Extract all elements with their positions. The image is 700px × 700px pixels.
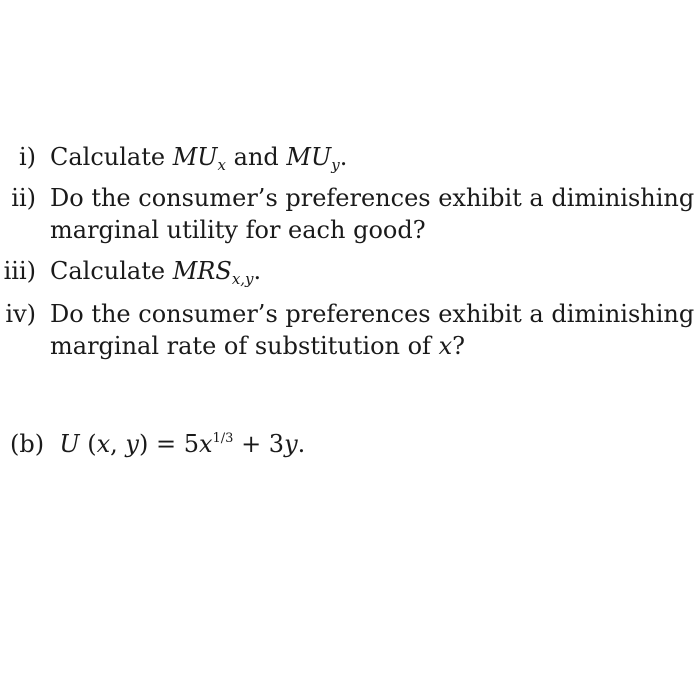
question-text <box>50 298 695 362</box>
question-text <box>50 182 695 246</box>
question-text: Calculate $MRS_{x,y}$. <box>50 257 262 288</box>
question-line: marginal utility for each good? <box>50 216 426 244</box>
part-b <box>10 428 305 460</box>
question-line: Do the consumer’s preferences exhibit a diminishing <box>50 184 695 212</box>
part-b-label: (b) <box>10 430 45 458</box>
question-number: iv) <box>5 300 36 328</box>
question-text: Calculate $MU_x$ and $MU_y$. <box>50 143 348 174</box>
utility-equation: U (x, $y) = 5x^{1/3} + 3y$. <box>59 430 306 458</box>
question-number: iii) <box>3 257 36 285</box>
question-number: ii) <box>11 184 36 212</box>
question-number: i) <box>18 143 36 171</box>
question-line: Do the consumer’s preferences exhibit a diminishing <box>50 300 695 328</box>
question-line: marginal rate of substitution of x? <box>50 332 465 360</box>
